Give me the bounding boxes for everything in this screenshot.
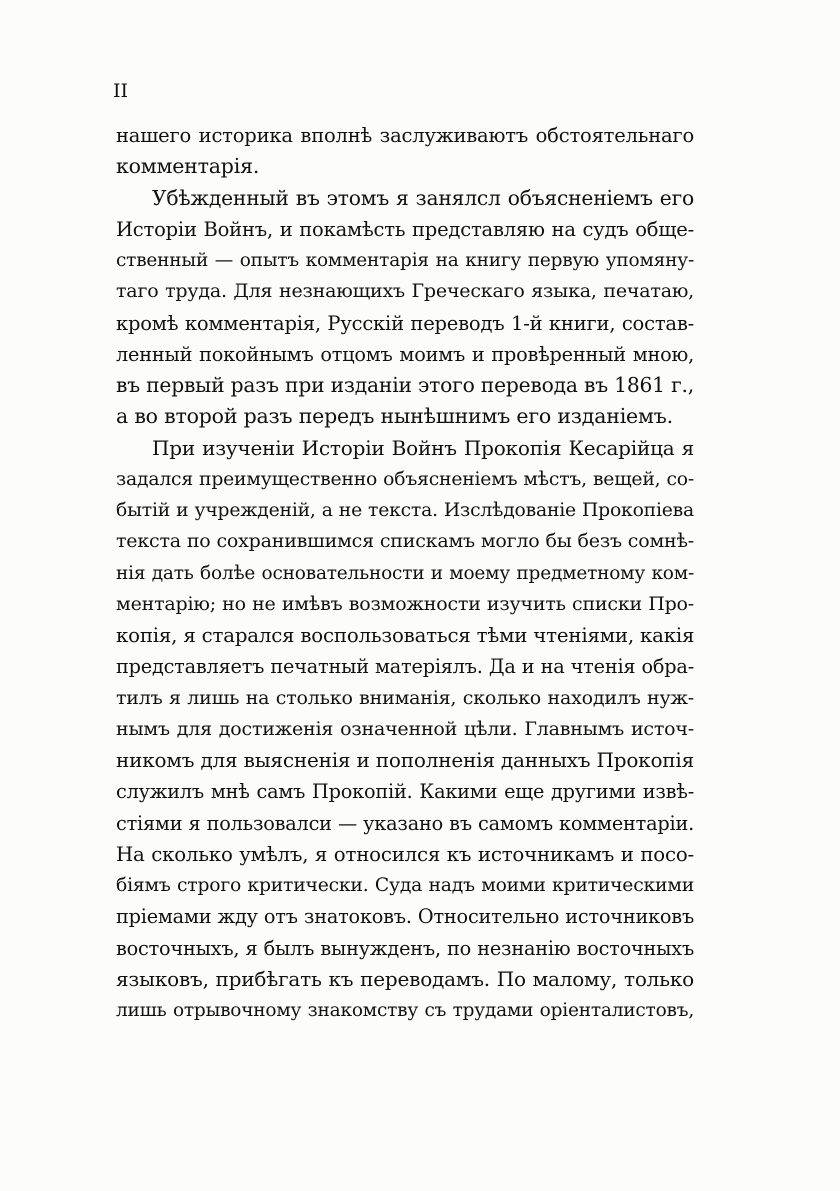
text-line: нашего историка вполнѣ заслуживаютъ обстоятельнаго	[116, 124, 694, 147]
text-line: а во второй разъ передъ нынѣшнимъ его изданіемъ.	[116, 404, 673, 429]
text-line: никомъ для выясненія и пополненія данныхъ Прокопія	[116, 748, 695, 772]
text-line: языковъ, прибѣгать къ переводамъ. По малому, только	[116, 966, 694, 991]
text-line: служилъ мнѣ самъ Прокопій. Какими еще другими извѣ-	[116, 780, 694, 804]
text-line: комментарія.	[116, 154, 260, 179]
text-line: біямъ строго критически. Суда надъ моими критическими	[116, 875, 694, 896]
text-line: Убѣжденный въ этомъ я занялсл объясненіемъ его	[152, 185, 694, 210]
text-line: ментарію; но не имѣвъ возможности изучить списки Про-	[116, 592, 694, 615]
page-number: II	[113, 80, 129, 102]
text-line: ленный покойнымъ отцомъ моимъ и провѣренный мною,	[116, 342, 694, 366]
text-line: пріемами жду отъ знатоковъ. Относительно источниковъ	[116, 905, 694, 929]
text-line: задался преимущественно объясненіемъ мѣстъ, вещей, со-	[116, 468, 694, 490]
text-line: стіями я пользовалси — указано въ самомъ комментаріи.	[116, 811, 694, 835]
text-line: Исторіи Войнъ, и покамѣсть представляю на судъ обще-	[116, 217, 694, 241]
text-line: бытій и учрежденій, а не текста. Изслѣдованіе Прокопіева	[116, 500, 694, 521]
text-line: При изученіи Исторіи Войнъ Прокопія Кесарійца я	[152, 435, 694, 460]
text-line: нія дать болѣе основательности и моему предметному ком-	[116, 562, 694, 584]
text-line: представляетъ печатный матеріялъ. Да и на чтенія обра-	[116, 655, 694, 679]
body-text	[116, 120, 694, 1026]
text-line: въ первый разъ при изданіи этого перевода въ 1861 г.,	[116, 373, 694, 397]
text-line: лишь отрывочному знакомству съ трудами оріенталистовъ,	[116, 1000, 694, 1021]
text-line: нымъ для достиженія означенной цѣли. Главнымъ источ-	[116, 717, 694, 740]
text-line: кромѣ комментарія, Русскій переводъ 1-й книги, состав-	[116, 311, 694, 335]
text-line: таго труда. Для незнающихъ Греческаго языка, печатаю,	[116, 280, 694, 303]
text-line: восточныхъ, я былъ вынужденъ, по незнанію восточныхъ	[116, 936, 694, 960]
text-line: ственный — опытъ комментарія на книгу первую упомяну-	[116, 250, 694, 271]
text-line: тилъ я лишь на столько вниманія, сколько находилъ нуж-	[116, 686, 694, 709]
text-line: текста по сохранившимся спискамъ могло бы безъ сомнѣ-	[116, 530, 694, 553]
text-line: копія, я старался воспользоваться тѣми чтеніями, какія	[116, 624, 695, 647]
text-line: На сколько умѣлъ, я относился къ источникамъ и посо-	[116, 842, 694, 866]
